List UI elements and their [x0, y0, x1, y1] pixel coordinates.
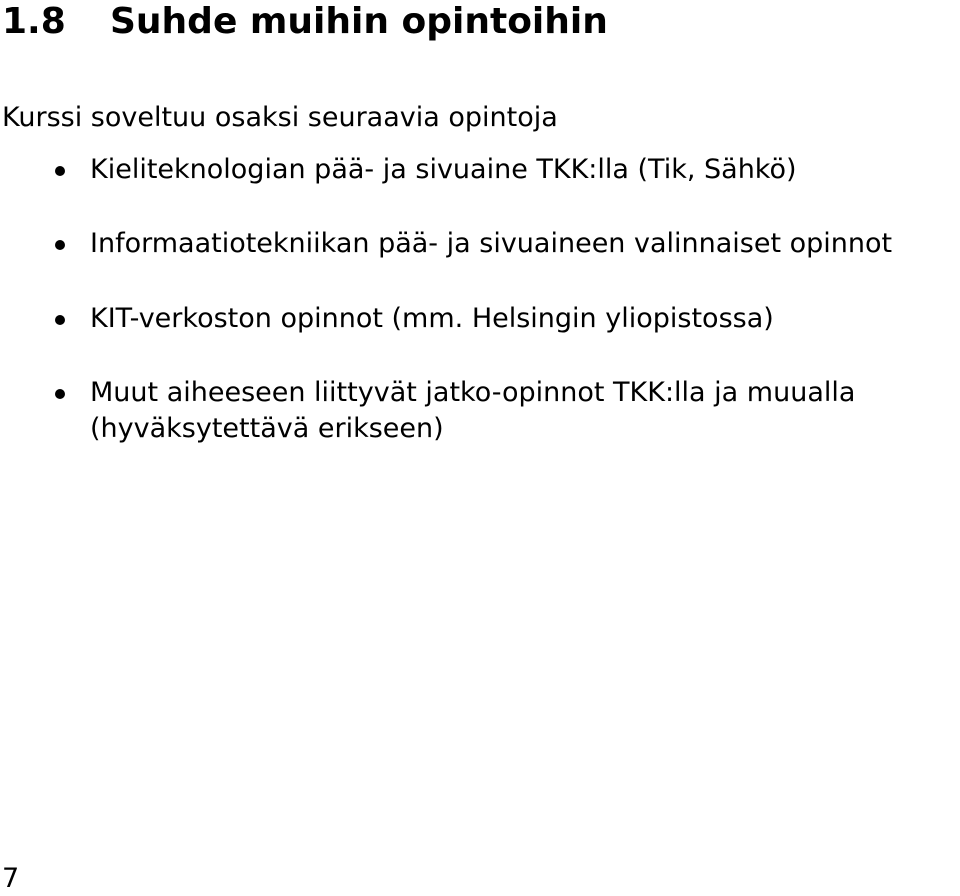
list-item: Kieliteknologian pää- ja sivuaine TKK:lla (Tik, Sähkö): [90, 154, 797, 185]
section-heading: [2, 0, 608, 44]
bullet-dot-icon: [55, 315, 65, 325]
list-item: Informaatiotekniikan pää- ja sivuaineen valinnaiset opinnot: [90, 228, 893, 259]
section-title: Suhde muihin opintoihin: [110, 1, 608, 42]
intro-text: Kurssi soveltuu osaksi seuraavia opintoja: [2, 102, 558, 133]
section-number: 1.8: [2, 1, 66, 42]
list-item: Muut aiheeseen liittyvät jatko-opinnot TKK:lla ja muualla (hyväksytettävä erikseen): [90, 377, 856, 444]
bullet-dot-icon: [55, 166, 65, 176]
page-number: 7: [2, 863, 20, 894]
list-item: KIT-verkoston opinnot (mm. Helsingin yliopistossa): [90, 303, 774, 334]
bullet-dot-icon: [55, 240, 65, 250]
bullet-dot-icon: [55, 389, 65, 399]
